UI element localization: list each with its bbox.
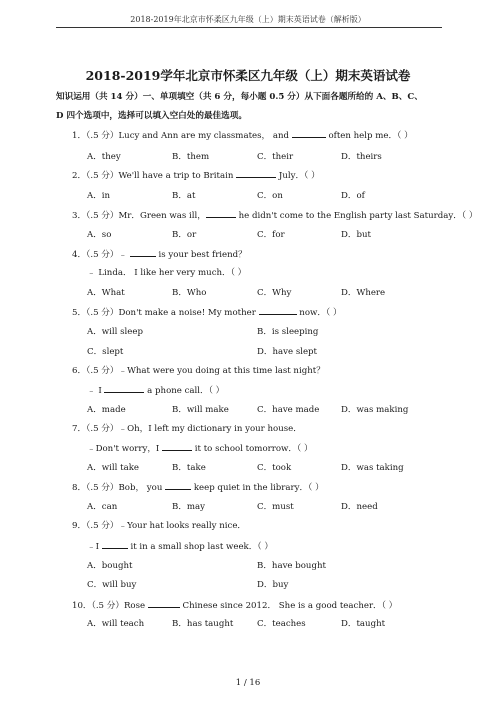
option-a[interactable]: A．can <box>87 502 118 512</box>
question-10 <box>72 598 397 611</box>
answer-blank <box>162 441 192 451</box>
question-8 <box>72 480 324 493</box>
reply-text: it to school tomorrow．（ ） <box>192 444 313 454</box>
reply-text: ﹣ I <box>87 386 105 396</box>
question-4 <box>72 247 247 260</box>
page-header: 2018-2019年北京市怀柔区九年级（上）期末英语试卷（解析版） <box>130 15 366 24</box>
option-a[interactable]: A．in <box>87 191 111 201</box>
option-c[interactable]: C．Why <box>257 288 292 298</box>
section-instructions <box>56 88 442 126</box>
answer-blank <box>206 208 236 218</box>
option-b[interactable]: B．will make <box>172 405 229 415</box>
section-line-2: D 四个选项中，选择可以填入空白处的最佳选项。 <box>56 111 247 121</box>
option-c[interactable]: C．will buy <box>87 580 137 590</box>
option-d[interactable]: D．was taking <box>341 463 404 473</box>
option-d[interactable]: D．need <box>341 502 378 512</box>
option-b[interactable]: B．take <box>172 463 206 473</box>
question-text: keep quiet in the library．（ ） <box>191 483 324 493</box>
question-text: often help me．（ ） <box>325 131 413 141</box>
option-c[interactable]: C．for <box>257 230 285 240</box>
question-3 <box>72 208 477 221</box>
question-4-reply: ﹣ Linda． I like her very much．（ ） <box>87 268 247 278</box>
exam-title: 2018-2019学年北京市怀柔区九年级（上）期末英语试卷 <box>85 68 411 83</box>
option-a[interactable]: A．bought <box>87 561 133 571</box>
question-text: he didn't come to the English party last Saturday．（ ） <box>235 211 478 221</box>
option-a[interactable]: A．so <box>87 230 112 240</box>
option-a[interactable]: A．will take <box>87 463 140 473</box>
question-text: 10．（.5 分）Rose <box>72 601 148 611</box>
answer-blank <box>292 128 326 138</box>
option-b[interactable]: B．at <box>172 191 196 201</box>
option-c[interactable]: C．teaches <box>257 619 306 629</box>
answer-blank <box>104 383 144 393</box>
option-d[interactable]: D．have slept <box>257 347 318 357</box>
reply-text: ﹣Don't worry，I <box>87 444 163 454</box>
option-c[interactable]: C．their <box>257 152 294 162</box>
option-b[interactable]: B．has taught <box>172 619 234 629</box>
answer-blank <box>102 539 128 549</box>
option-b[interactable]: B．is sleeping <box>257 327 319 337</box>
answer-blank <box>259 305 297 315</box>
question-6-reply <box>87 383 224 396</box>
option-d[interactable]: D．buy <box>257 580 289 590</box>
option-a[interactable]: A．they <box>87 152 121 162</box>
option-b[interactable]: B．them <box>172 152 210 162</box>
question-text: 4．（.5 分）﹣ <box>72 250 130 260</box>
option-d[interactable]: D．taught <box>341 619 386 629</box>
answer-blank <box>236 168 276 178</box>
option-d[interactable]: D．Where <box>341 288 386 298</box>
answer-blank <box>165 480 191 490</box>
question-text: now．（ ） <box>296 308 342 318</box>
question-9: 9．（.5 分）﹣Your hat looks really nice． <box>72 521 247 531</box>
header-divider <box>56 27 442 28</box>
option-b[interactable]: B．have bought <box>257 561 326 571</box>
question-6: 6．（.5 分）﹣What were you doing at this time last night？ <box>72 366 325 376</box>
option-a[interactable]: A．will teach <box>87 619 145 629</box>
question-text: July．（ ） <box>276 171 320 181</box>
option-c[interactable]: C．have made <box>257 405 320 415</box>
question-5 <box>72 305 342 318</box>
reply-text: a phone call．（ ） <box>144 386 225 396</box>
option-d[interactable]: D．was making <box>341 405 409 415</box>
page-number: 1 / 16 <box>235 678 261 688</box>
question-7-reply <box>87 441 313 454</box>
question-text: 5．（.5 分）Don't make a noise! My mother <box>72 308 259 318</box>
option-d[interactable]: D．theirs <box>341 152 382 162</box>
section-line-1: 知识运用（共 14 分）一、单项填空（共 6 分，每小题 0.5 分）从下面各题所给的 A、B、C、 <box>56 92 423 102</box>
question-7: 7．（.5 分）﹣Oh，I left my dictionary in your house． <box>72 424 302 434</box>
question-text: 2．（.5 分）We'll have a trip to Britain <box>72 171 237 181</box>
option-b[interactable]: B．Who <box>172 288 207 298</box>
option-d[interactable]: D．of <box>341 191 365 201</box>
reply-text: ﹣I <box>87 542 102 552</box>
question-text: 1．（.5 分）Lucy and Ann are my classmates， and <box>72 131 292 141</box>
option-a[interactable]: A．made <box>87 405 126 415</box>
reply-text: it in a small shop last week．（ ） <box>127 542 273 552</box>
option-d[interactable]: D．but <box>341 230 371 240</box>
question-text: 8．（.5 分）Bob， you <box>72 483 166 493</box>
question-text: Chinese since 2012． She is a good teacher．（ ） <box>179 601 398 611</box>
option-b[interactable]: B．or <box>172 230 197 240</box>
option-c[interactable]: C．on <box>257 191 283 201</box>
option-a[interactable]: A．will sleep <box>87 327 143 337</box>
option-c[interactable]: C．must <box>257 502 294 512</box>
answer-blank <box>148 598 180 608</box>
question-2 <box>72 168 320 181</box>
question-text: is your best friend？ <box>155 250 247 260</box>
option-b[interactable]: B．may <box>172 502 206 512</box>
option-c[interactable]: C．took <box>257 463 292 473</box>
question-text: 3．（.5 分）Mr．Green was ill， <box>72 211 206 221</box>
answer-blank <box>130 247 156 257</box>
option-a[interactable]: A．What <box>87 288 125 298</box>
option-c[interactable]: C．slept <box>87 347 124 357</box>
question-1 <box>72 128 413 141</box>
question-9-reply <box>87 539 273 552</box>
